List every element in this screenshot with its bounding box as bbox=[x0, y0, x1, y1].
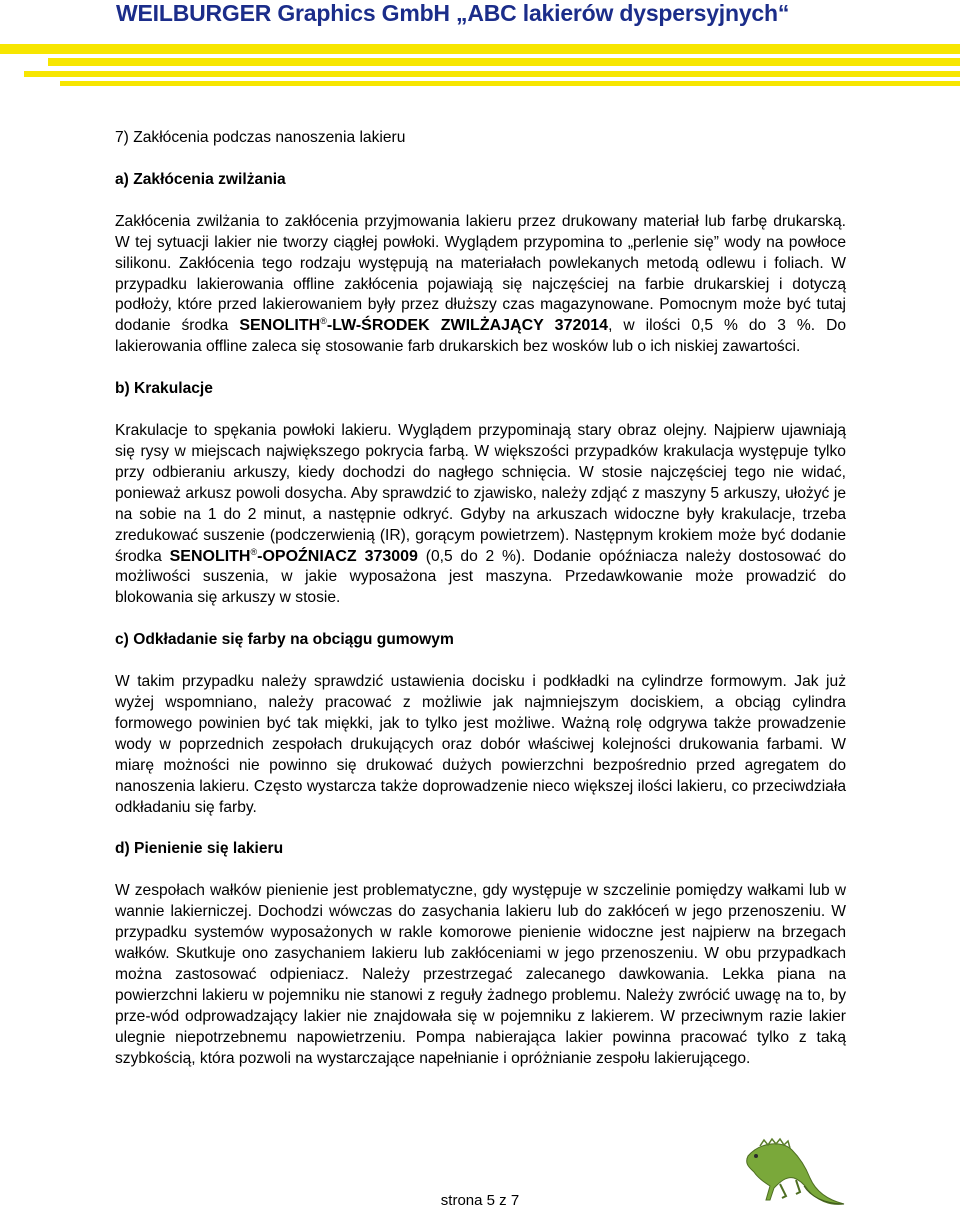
header-stripe bbox=[0, 44, 960, 54]
paragraph-a: Zakłócenia zwilżania to zakłócenia przyjmowania lakieru przez drukowany materiał lub farbę drukarską. W tej sytuacji lakier nie tworzy ciągłej powłoki. Wyglądem przypomina to „perlenie się” wody na powłoce silikonu. Zakłócenia tego rodzaju występują na materiałach powlekanych metodą odlewu i foliach. W przypadku lakierowania offline zakłócenia pojawiają się najczęściej na farbie drukarskiej i dotyczą podłoży, które przed lakierowaniem były przez dłuższy czas magazynowane. Pomocnym może być tutaj dodanie środka SENOLITH®-LW-ŚRODEK ZWILŻAJĄCY 372014, w ilości 0,5 % do 3 %. Do lakierowania offline zaleca się stosowanie farb drukarskich bez wosków lub o ich niskiej zawartości. bbox=[115, 212, 847, 356]
heading-b: b) Krakulacje bbox=[115, 380, 213, 398]
page-header bbox=[0, 0, 960, 44]
paragraph-b: Krakulacje to spękania powłoki lakieru. Wyglądem przypominają stary obraz olejny. Najpierw ujawniają się rysy w miejscach największego pokrycia farbą. W większości przypadków krakulacja występuje tylko przy odbieraniu arkuszy, kiedy dochodzi do nagłego schnięcia. W stosie najczęściej tego nie widać, ponieważ arkusz powoli dosycha. Aby sprawdzić to zjawisko, należy zdjąć z maszyny 5 arkuszy, ułożyć je na sobie na 1 do 2 minut, a następnie odkryć. Gdyby na arkuszach widoczne były krakulacje, trzeba zredukować suszenie (podczerwienią (IR), gorącym powietrzem). Następnym krokiem może być dodanie środka SENOLITH®-OPOŹNIACZ 373009 (0,5 do 2 %). Dodanie opóźniacza należy dostosować do możliwości suszenia, w jakie wyposażona jest maszyna. Przedawkowanie może prowadzić do blokowania się arkuszy w stosie. bbox=[115, 422, 846, 607]
header-stripe bbox=[60, 81, 960, 86]
paragraph-d: W zespołach wałków pienienie jest problematyczne, gdy występuje w szczelinie pomiędzy wałkami lub w wannie lakierniczej. Dochodzi wówczas do zasychania lakieru lub do zakłóceń w jego przenoszeniu. W przypadku systemów wyposażonych w rakle komorowe pienienie widoczne jest najpierw na brzegach wałków. Skutkuje ono zasychaniem lakieru lub zakłóceniami w jego przenoszeniu. W obu przypadkach można zastosować odpieniacz. Należy przestrzegać zalecanego dawkowania. Lekka piana na powierzchni lakieru w pojemniku nie stanowi z reguły żadnego problemu. Należy zwrócić uwagę na to, by prze-wód odprowadzający lakier nie znajdowała się w pojemniku z lakierem. W przeciwnym razie lakier ulegnie niepotrzebnemu napowietrzeniu. Pompa nabierająca lakier powinna pracować tylko z taką szybkością, która pozwoli na wystarczające napełnianie i opróżnianie zespołu lakierującego. bbox=[115, 882, 846, 1067]
section-title: 7) Zakłócenia podczas nanoszenia lakieru bbox=[115, 129, 406, 146]
header-stripe bbox=[48, 58, 960, 66]
paragraph-c: W takim przypadku należy sprawdzić ustawienia docisku i podkładki na cylindrze formowym. Jak już wyżej wspomniano, należy pracować z możliwie jak najmniejszym dociskiem, a obciąg cylindra formowego powinien być tak miękki, jak to tylko jest możliwe. Ważną rolę odgrywa także prowadzenie wody w poprzednich zespołach drukujących oraz dobór właściwej kolejności drukowania farbami. W miarę możności nie powinno się drukować dużych powierzchni bezpośrednio przed agregatem do nanoszenia lakieru. Często wystarcza także doprowadzenie nieco większej ilości lakieru, co przeciwdziała odkładaniu się farby. bbox=[115, 673, 846, 816]
header-title: WEILBURGER Graphics GmbH „ABC lakierów dyspersyjnych“ bbox=[116, 0, 790, 26]
header-stripe bbox=[24, 71, 960, 77]
page-number: strona 5 z 7 bbox=[440, 1192, 520, 1209]
document-body bbox=[115, 128, 846, 1070]
heading-a: a) Zakłócenia zwilżania bbox=[115, 170, 286, 188]
heading-c: c) Odkładanie się farby na obciągu gumowym bbox=[115, 631, 454, 649]
heading-d: d) Pienienie się lakieru bbox=[115, 840, 284, 858]
iguana-icon bbox=[740, 1134, 850, 1214]
